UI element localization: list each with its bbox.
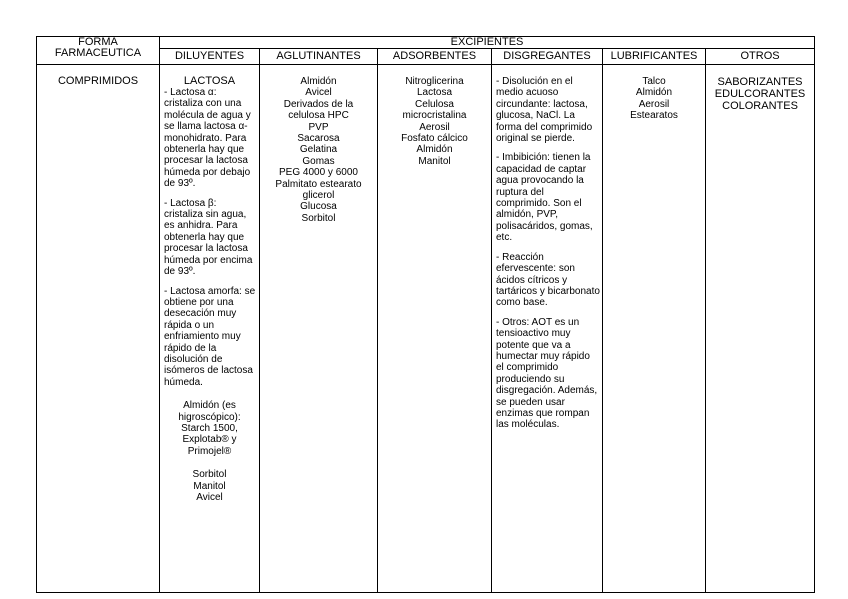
almidon-line: Primojel® xyxy=(187,445,232,457)
otros-cell xyxy=(706,65,815,593)
list-item: EDULCORANTES xyxy=(714,88,806,100)
list-item: PVP xyxy=(308,121,329,133)
excipientes-header: EXCIPIENTES xyxy=(160,37,815,49)
lactosa-beta-text: - Lactosa β: cristaliza sin agua, es anhidra. Para obtenerla hay que procesar la lactosa húmeda por encima de 93º. xyxy=(164,197,253,278)
lubrificantes-cell xyxy=(603,65,706,593)
list-item: Gelatina xyxy=(299,144,338,156)
list-item: Lactosa xyxy=(416,87,453,99)
adsorbentes-cell xyxy=(378,65,492,593)
forma-header-line2: FARMACEUTICA xyxy=(54,47,142,59)
list-item: Aerosil xyxy=(638,98,670,110)
list-item: PEG 4000 y 6000 xyxy=(279,167,358,179)
list-item: Gomas xyxy=(302,155,335,167)
imbibicion-text: - Imbibición: tienen la capacidad de captar agua provocando la ruptura del comprimido. Son el almidón, PVP, polisacáridos, gomas, etc. xyxy=(496,152,593,244)
excipients-table xyxy=(36,36,815,593)
list-item: Avicel xyxy=(196,492,223,503)
list-item: Almidón xyxy=(635,87,673,99)
list-item: Nitroglicerina xyxy=(405,76,464,87)
col-header-lubrificantes: LUBRIFICANTES xyxy=(603,49,706,65)
list-item: Fosfato cálcico xyxy=(401,133,468,145)
list-item: Estearatos xyxy=(630,110,678,122)
almidon-line: Almidón (es xyxy=(183,400,236,412)
list-item: celulosa HPC xyxy=(288,110,349,122)
list-item: Celulosa xyxy=(415,98,454,110)
list-item: Sacarosa xyxy=(297,133,340,145)
list-item: Sorbitol xyxy=(301,212,336,224)
list-item: Almidón xyxy=(300,76,337,87)
otros-aot-text: - Otros: AOT es un tensioactivo muy potente que va a humectar muy rápido el comprimido produciendo su disgregación. Además, se pueden usar enzimas que rompan las moléculas. xyxy=(496,316,598,431)
forma-header-line1: FORMA xyxy=(78,36,118,48)
list-item: glicerol xyxy=(302,190,335,202)
list-item: COLORANTES xyxy=(722,100,798,112)
col-header-diluyentes: DILUYENTES xyxy=(160,49,260,65)
lactosa-amorfa-text: - Lactosa amorfa: se obtiene por una desecación muy rápida o un enfriamiento muy rápido de la disolución de isómeros de lactosa húmeda. xyxy=(164,285,256,388)
list-item: Aerosil xyxy=(419,121,450,133)
list-item: Derivados de la xyxy=(283,98,354,110)
list-item: Manitol xyxy=(418,155,451,167)
diluyentes-paragraphs xyxy=(160,87,259,388)
diluyentes-others xyxy=(160,469,259,503)
list-item: Almidón xyxy=(416,144,453,156)
list-item: Manitol xyxy=(193,480,226,492)
diluyentes-title: LACTOSA xyxy=(183,75,236,87)
aglutinantes-cell xyxy=(260,65,378,593)
col-header-adsorbentes: ADSORBENTES xyxy=(378,49,492,65)
forma-farmaceutica-header xyxy=(37,37,160,65)
list-item: microcristalina xyxy=(402,110,467,122)
forma-cell xyxy=(37,65,160,593)
reaccion-efervescente-text: - Reacción efervescente: son ácidos cítricos y tartáricos y bicarbonato como base. xyxy=(496,251,600,309)
almidon-line: Starch 1500, xyxy=(181,422,238,434)
almidon-line: Explotab® y xyxy=(182,434,237,446)
col-header-disgregantes: DISGREGANTES xyxy=(492,49,603,65)
list-item: Sorbitol xyxy=(192,469,227,481)
disgregantes-cell xyxy=(492,65,603,593)
almidon-block xyxy=(160,400,259,457)
diluyentes-cell xyxy=(160,65,260,593)
disolucion-text: - Disolución en el medio acuoso circundante: lactosa, glucosa, NaCl. La forma del comprimido original se pierde. xyxy=(496,76,593,145)
list-item: Talco xyxy=(642,76,666,87)
list-item: Glucosa xyxy=(300,201,337,213)
list-item: Palmitato estearato xyxy=(275,178,362,190)
list-item: Avicel xyxy=(305,87,332,99)
list-item: SABORIZANTES xyxy=(717,76,803,88)
lactosa-alfa-text: - Lactosa α: cristaliza con una molécula de agua y se llama lactosa α-monohidrato. Para obtenerla hay que procesar la lactosa húmeda por debajo de 93º. xyxy=(164,87,251,190)
col-header-aglutinantes: AGLUTINANTES xyxy=(260,49,378,65)
forma-value: COMPRIMIDOS xyxy=(57,75,139,87)
almidon-line: higroscópico): xyxy=(178,411,241,423)
col-header-otros: OTROS xyxy=(706,49,815,65)
